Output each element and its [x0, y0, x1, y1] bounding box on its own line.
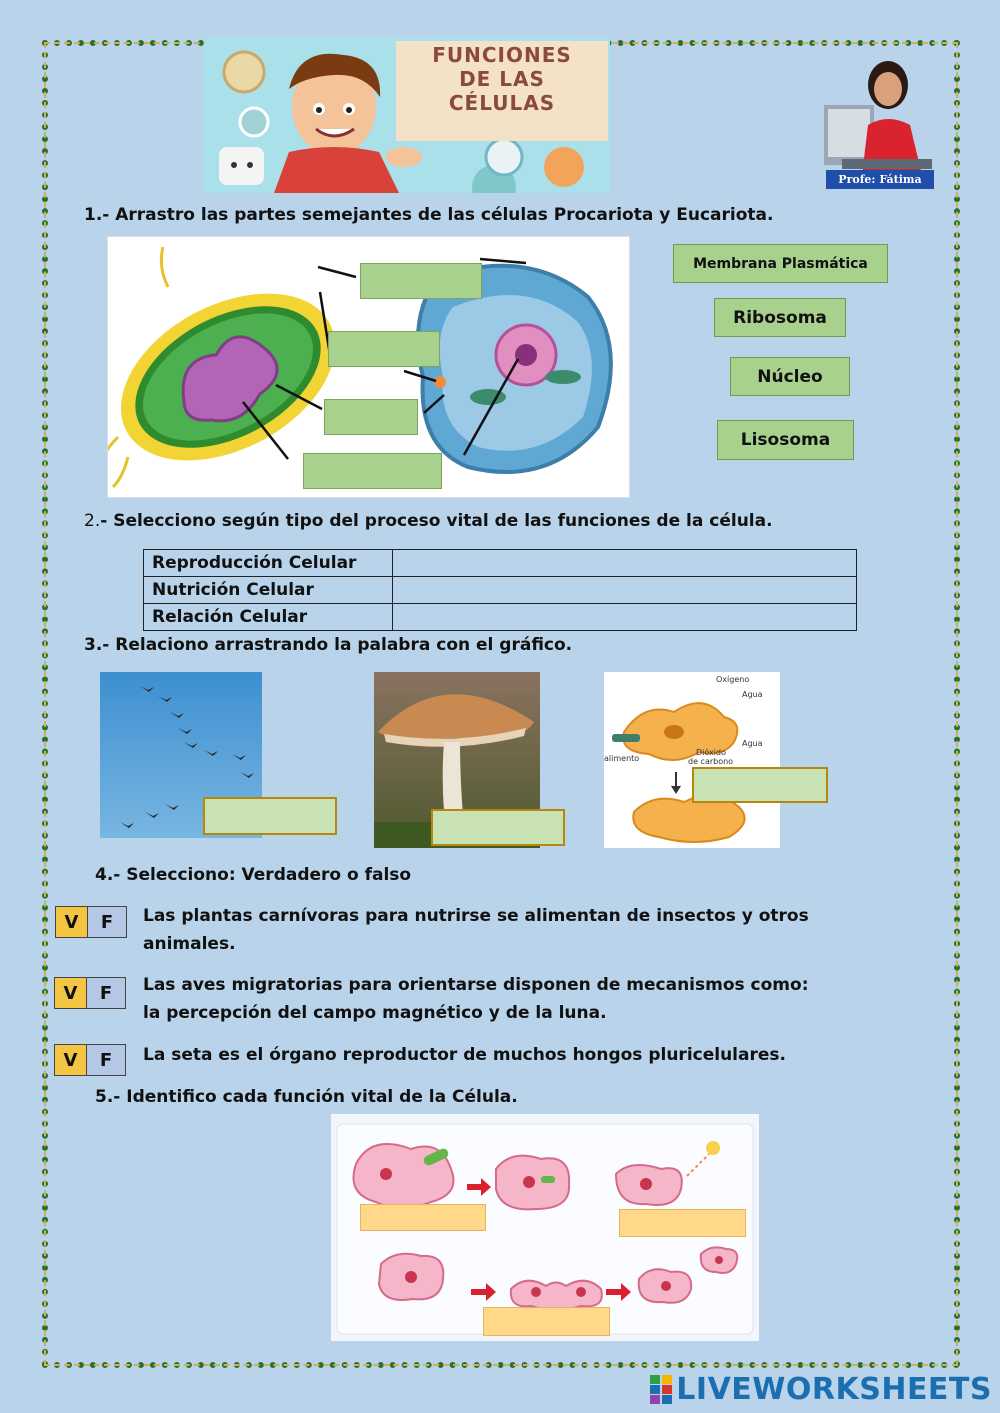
mushroom-dropzone[interactable] — [431, 809, 565, 846]
function-table — [143, 549, 857, 631]
row-select[interactable] — [393, 604, 857, 631]
cell-comparison-diagram — [107, 236, 630, 498]
banner-title-line3: CÉLULAS — [448, 91, 556, 115]
statement-1 — [143, 902, 809, 958]
true-option[interactable]: V — [55, 978, 87, 1008]
section2-heading — [84, 511, 773, 531]
word-chip-ribosoma[interactable]: Ribosoma — [714, 298, 846, 337]
word-chip-nucleo[interactable]: Núcleo — [730, 357, 850, 396]
table-row — [144, 604, 857, 631]
statement-3-line1: La seta es el órgano reproductor de muchos hongos pluricelulares. — [143, 1045, 786, 1065]
liveworksheets-brand: LIVEWORKSHEETS — [676, 1372, 992, 1407]
amoeba-gas-exchange-diagram — [604, 672, 780, 848]
section4-heading: 4.- Selecciono: Verdadero o falso — [95, 865, 412, 885]
row-select[interactable] — [393, 550, 857, 577]
cell-function-dropzone-3[interactable] — [483, 1307, 610, 1336]
row-label: Relación Celular — [144, 604, 393, 631]
vf-selector-1[interactable] — [55, 906, 127, 938]
table-row — [144, 550, 857, 577]
section3-heading: 3.- Relaciono arrastrando la palabra con el gráfico. — [84, 635, 573, 655]
false-option[interactable]: F — [87, 1045, 125, 1075]
amoeba-dropzone[interactable] — [692, 767, 828, 803]
row-label: Nutrición Celular — [144, 577, 393, 604]
false-option[interactable]: F — [88, 907, 126, 937]
false-option[interactable]: F — [87, 978, 125, 1008]
cell-dropzone-1[interactable] — [360, 263, 482, 299]
true-option[interactable]: V — [55, 1045, 87, 1075]
cell-function-dropzone-2[interactable] — [619, 1209, 746, 1237]
teacher-photo — [822, 55, 934, 191]
label-oxygen: Oxígeno — [716, 675, 750, 684]
statement-2-line1: Las aves migratorias para orientarse disponen de mecanismos como: — [143, 975, 809, 995]
vf-selector-3[interactable] — [54, 1044, 126, 1076]
cell-function-dropzone-1[interactable] — [360, 1204, 486, 1231]
liveworksheets-logo-icon — [650, 1375, 674, 1405]
cell-dropzone-2[interactable] — [328, 331, 440, 367]
banner-title-line2: DE LAS — [459, 67, 545, 91]
statement-2-line2: la percepción del campo magnético y de la luna. — [143, 1003, 607, 1023]
table-row — [144, 577, 857, 604]
statement-3 — [143, 1041, 786, 1069]
label-water-2: Agua — [742, 739, 763, 748]
word-chip-lisosoma[interactable]: Lisosoma — [717, 420, 854, 460]
statement-1-line2: animales. — [143, 934, 236, 954]
true-option[interactable]: V — [56, 907, 88, 937]
cell-dropzone-4[interactable] — [303, 453, 442, 489]
cell-functions-diagram — [331, 1114, 759, 1341]
label-co2-line2: de carbono — [688, 757, 734, 766]
section1-heading: 1.- Arrastro las partes semejantes de las células Procariota y Eucariota. — [84, 205, 774, 225]
banner-image — [204, 37, 610, 193]
teacher-label: Profe: Fátima — [826, 170, 934, 189]
row-select[interactable] — [393, 577, 857, 604]
section5-heading: 5.- Identifico cada función vital de la Célula. — [95, 1087, 518, 1107]
statement-2 — [143, 971, 809, 1027]
vf-selector-2[interactable] — [54, 977, 126, 1009]
word-chip-membrana[interactable]: Membrana Plasmática — [673, 244, 888, 283]
liveworksheets-logo[interactable] — [650, 1372, 992, 1407]
statement-1-line1: Las plantas carnívoras para nutrirse se alimentan de insectos y otros — [143, 906, 809, 926]
banner-title-line1: FUNCIONES — [432, 43, 572, 67]
section2-heading-num: 2. — [84, 511, 101, 531]
label-water-1: Agua — [742, 690, 763, 699]
birds-dropzone[interactable] — [203, 797, 337, 835]
section2-heading-text: - Selecciono según tipo del proceso vital de las funciones de la célula. — [100, 511, 773, 531]
row-label: Reproducción Celular — [144, 550, 393, 577]
cell-dropzone-3[interactable] — [324, 399, 418, 435]
label-co2-line1: Dióxido — [696, 748, 726, 757]
label-food: alimento — [604, 754, 640, 763]
